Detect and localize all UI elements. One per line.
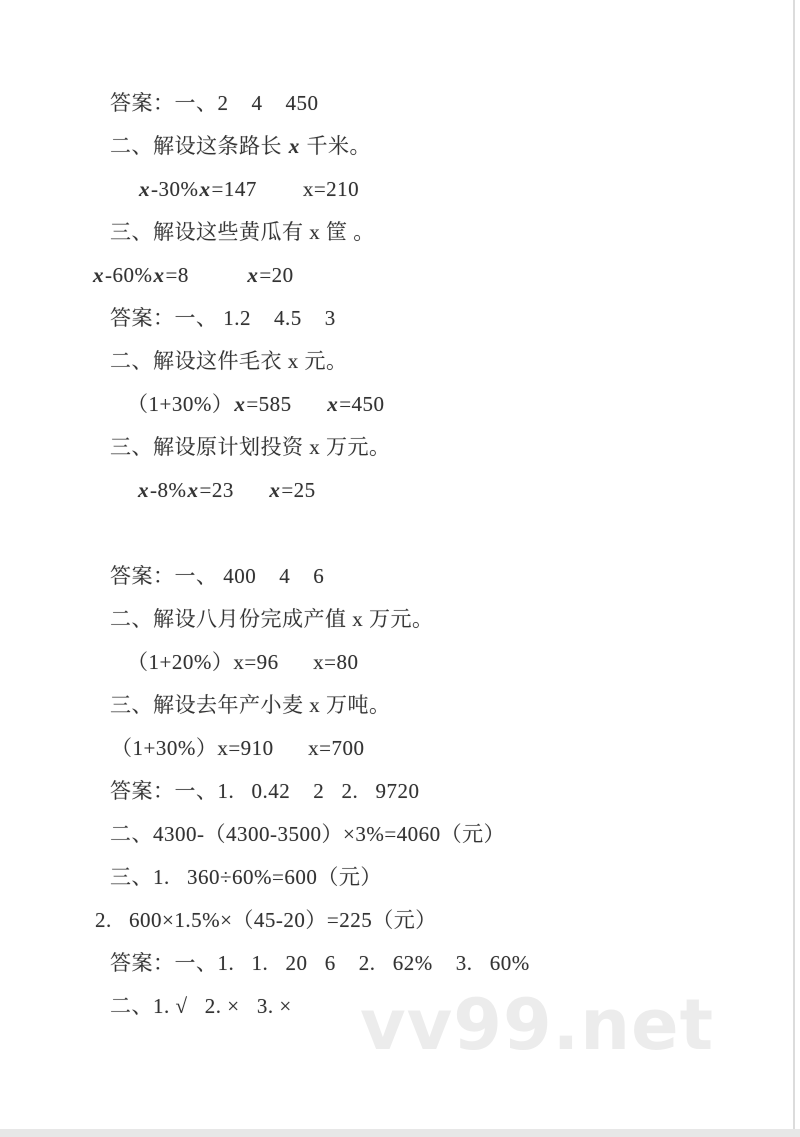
text-segment: 二、4300-（4300-3500）×3%=4060（元） <box>110 822 506 846</box>
variable-x: x <box>247 263 259 287</box>
scan-bottom-band <box>0 1129 800 1137</box>
text-segment: 二、1. √ 2. × 3. × <box>110 994 292 1018</box>
text-line <box>0 211 800 254</box>
text-segment: 答案：一、1. 0.42 2 2. 9720 <box>110 779 420 803</box>
text-line <box>0 641 800 684</box>
variable-x: x <box>138 478 149 502</box>
text-segment: 二、解设八月份完成产值 x 万元。 <box>110 607 434 631</box>
text-line <box>0 942 800 985</box>
text-segment: 三、解设去年产小麦 x 万吨。 <box>110 693 391 717</box>
text-segment: -60% <box>105 263 153 287</box>
text-segment: （1+20%）x=96 x=80 <box>127 650 359 674</box>
text-segment: =585 <box>246 392 327 416</box>
text-line <box>0 899 800 942</box>
variable-x: x <box>288 134 300 158</box>
text-segment: 二、解设这条路长 <box>110 134 288 158</box>
text-line <box>0 985 800 1028</box>
text-segment: =23 <box>199 478 269 502</box>
text-segment: =8 <box>165 263 247 287</box>
text-line <box>0 684 800 727</box>
text-line <box>0 254 800 297</box>
text-segment: （1+30%）x=910 x=700 <box>111 736 365 760</box>
text-segment: -8% <box>150 478 187 502</box>
variable-x: x <box>153 263 165 287</box>
text-segment: =20 <box>259 263 294 287</box>
text-segment: 二、解设这件毛衣 x 元。 <box>110 349 348 373</box>
text-segment: =450 <box>339 392 385 416</box>
text-line <box>0 426 800 469</box>
text-line <box>0 168 800 211</box>
text-segment: 千米。 <box>300 134 371 158</box>
text-segment: =25 <box>281 478 316 502</box>
text-segment: =147 x=210 <box>211 177 360 201</box>
variable-x: x <box>199 177 211 201</box>
text-line <box>0 555 800 598</box>
text-line <box>0 813 800 856</box>
scan-edge-line <box>793 0 795 1137</box>
text-line <box>0 340 800 383</box>
text-segment: 三、解设原计划投资 x 万元。 <box>110 435 391 459</box>
text-segment: 三、1. 360÷60%=600（元） <box>110 865 382 889</box>
text-segment: 答案：一、 400 4 6 <box>110 564 325 588</box>
text-segment: 答案：一、 1.2 4.5 3 <box>110 306 336 330</box>
text-line <box>0 770 800 813</box>
variable-x: x <box>269 478 281 502</box>
answer-sheet <box>0 82 800 1028</box>
text-line <box>0 598 800 641</box>
text-segment: 三、解设这些黄瓜有 x 筐 。 <box>110 220 375 244</box>
text-segment: （1+30%） <box>127 392 234 416</box>
variable-x: x <box>234 392 246 416</box>
variable-x: x <box>139 177 150 201</box>
text-line <box>0 125 800 168</box>
variable-x: x <box>93 263 104 287</box>
text-segment: -30% <box>151 177 199 201</box>
watermark: vv99.net <box>360 984 715 1066</box>
text-segment: 答案：一、1. 1. 20 6 2. 62% 3. 60% <box>110 951 530 975</box>
text-segment: 答案：一、2 4 450 <box>110 91 319 115</box>
text-line <box>0 727 800 770</box>
text-segment: 2. 600×1.5%×（45-20）=225（元） <box>95 908 437 932</box>
text-line <box>0 512 800 555</box>
variable-x: x <box>187 478 199 502</box>
text-line <box>0 383 800 426</box>
text-line <box>0 856 800 899</box>
variable-x: x <box>327 392 339 416</box>
text-line <box>0 297 800 340</box>
text-line <box>0 82 800 125</box>
text-line <box>0 469 800 512</box>
